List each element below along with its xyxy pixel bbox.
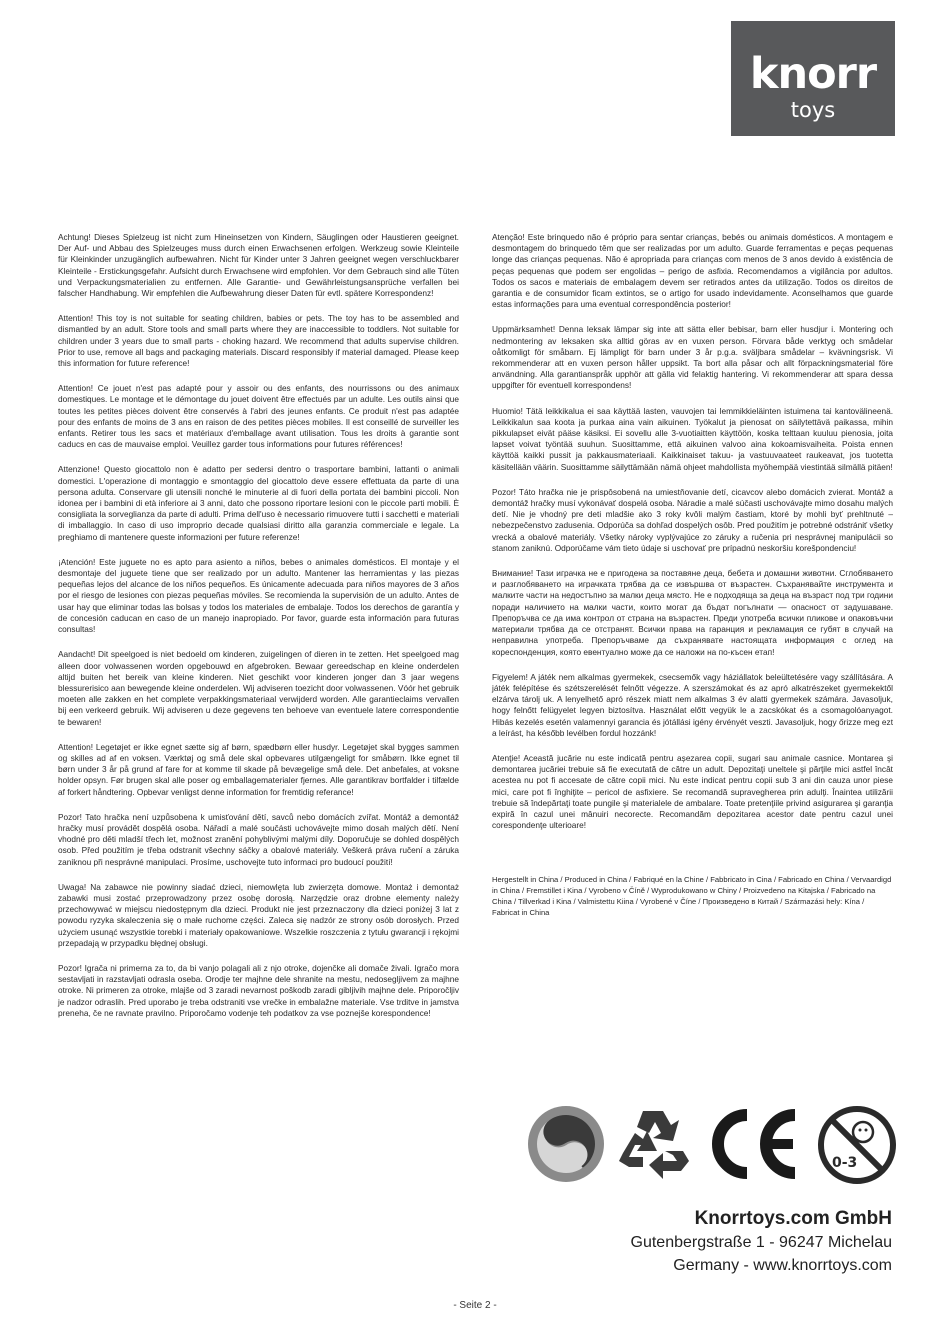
age-label: 0-3	[832, 1155, 858, 1171]
warning-en: Attention! This toy is not suitable for seating children, babies or pets. The toy has to be assembled and dismantled by an adult. Store tools and small parts where they are inaccessible to toddlers. Not suitable for children under 3 years due to small parts - choking hazard. We recommend that adults supervise children. Prior to use, remove all bags and packaging materials. Discard responsibly if material damaged. Please keep this information for future reference!	[58, 313, 459, 369]
warning-it: Attenzione! Questo giocattolo non è adatto per sedersi dentro o trasportare bambini, lattanti o animali domestici. L'operazione di montaggio e smontaggio del giocattolo deve essere effettuata da parte di una persona adulta. Conservare gli utensili nonché le minuterie al di fuori della portata dei bambini piccoli. Non idonea per i bambini di età inferiore ai 3 anni, dato che possono riportare lesioni con le piccole parti mobili. È consigliata la sorveglianza da parte di adulti. Prima dell'uso è necessario rimuovere tutti i sacchetti e materiali di imballaggio. In caso di uso improprio decade qualsiasi diritto alla garanzia commerciale e legale. La preghiamo di mantenere queste informazioni per future referenze!	[58, 464, 459, 542]
warning-sl: Pozor! Igrača ni primerna za to, da bi vanjo polagali ali z njo otroke, dojenčke ali domače živali. Igračo mora sestavljati in razstavljati odrasla oseba. Orodje ter majhne dele shranite na mestu, nedosegljivem za majhne otroke. Ni primeren za otroke, mlajše od 3 zaradi nevarnost poškodb zaradi gibljivih majhne dele. Priporočljiv je nadzor odraslih. Pred uporabo je treba odstraniti vse vrečke in embalažne materiale. Vse trditve in jamstva preneha, če ne ravnate pravilno. Priporočamo vodenje teh podatkov za vse poznejše korespondence!	[58, 962, 459, 1018]
warning-bg: Внимание! Тази играчка не е пригодена за поставяне деца, бебета и домашни животни. Сглобяването и разглобяването на играчката трябва да се извършва от възрастен. Съхранявайте инструмента и малките части на недостъпно за малки деца място. Не е подходяща за деца на възраст под три години поради наличието на малки части, които могат да бъдат погълнати — опасност от задушаване. Препоръчва се да има контрол от страна на възрастен. Преди употреба всички пликове и опаковъчни материали трябва да се отстранят. Всички права на гаранция и рекламация се губят в случай на неправилна употреба. Препоръчваме да съхранявате настоящата информация с оглед на кореспонденция, която евентуално може да се наложи на по-късен етап!	[492, 568, 893, 657]
recycle-icon	[613, 1105, 697, 1183]
warning-fi: Huomio! Tätä leikkikalua ei saa käyttää lasten, vauvojen tai lemmikkieläinten istuimena tai kantovälineenä. Leikkikalun saa koota ja purkaa aina vain aikuinen. Työkalut ja pienosat on säilytettävä paikassa, mihin pikkulapset eivät pääse käsiksi. Ei sovellu alle 3-vuotiaitten käyttöön, koska telttaan kuuluu pienosia, joita lapset voivat työntää suuhun. Suosittamme, että aikuinen valvoo aina kokoamisvaiheita. Poista ennen käyttöä kaikki pussit ja pakkausmateriaali. Kaikkinaiset takuu- ja vastuuvaateet raukeavat, jos tuotetta käsitellään väärin. Suosittamme säilyttämään nämä ohjeet mahdollista myöhempää viestintää silmällä pitäen!	[492, 405, 893, 472]
warning-pt: Atenção! Este brinquedo não é próprio para sentar crianças, bebés ou animais domésticos. A montagem e desmontagem do brinquedo têm que ser realizadas por um adulto. Guarde ferramentas e peças pequenas longe das crianças pequenas. Não é apropriada para crianças com menos de 3 anos devido à existência de peças pequenas que podem ser engolidas – perigo de asfixia. Recomendamos a vigilância por adultos. Todos os sacos e materiais de embalagem devem ser retirados antes da utilização. Todos os direitos de garantia e de consumidor ficam extintos, se o artigo for usado indevidamente. Aconselhamos que guarde estas informações para uma eventual correspondência posterior!	[492, 232, 893, 310]
page-number: - Seite 2 -	[453, 1300, 497, 1311]
ce-mark-icon	[705, 1105, 805, 1183]
warning-nl: Aandacht! Dit speelgoed is niet bedoeld om kinderen, zuigelingen of dieren in te zetten. Het speelgoed mag alleen door volwassenen worden opgebouwd en afgebroken. Bewaar gereedschap en kleine onderdelen altijd buiten het bereik van kleine kinderen. Niet geschikt voor kinderen jonger dan 3 jaar wegens blessurerisico aan bewegende kleine onderdelen. Wij adviseren toezicht door volwassenen. Vóór het gebruik moeten alle zakken en het complete verpakkingsmateriaal verwijderd worden. Alle garantieclaims vervallen bij een verkeerd gebruik. Wij adviseren u deze gegevens ten behoeve van eventuele latere correspondentie te bewaren!	[58, 649, 459, 727]
warning-sv: Uppmärksamhet! Denna leksak lämpar sig inte att sätta eller bebisar, barn eller husdjur i. Montering och nedmontering av leksaken ska alltid göras av en vuxen person. Förvara både verktyg och smådelar oåtkomligt för småbarn. Ej lämpligt för barn under 3 år p.g.a. sväljbara smådelar – kvävningsrisk. Vi rekommenderar att en vuxen person håller uppsikt. Ta bort alla påsar och allt förpackningsmaterial före användning. Alla garantianspråk upphör att gälla vid felaktig hantering. Vi rekommenderar att spara dessa uppgifter för eventuell korrespondens!	[492, 324, 893, 391]
company-address-block	[631, 1207, 892, 1277]
company-name: Knorrtoys.com GmbH	[694, 1208, 892, 1229]
logo-sub: toys	[790, 98, 836, 122]
warning-cs: Pozor! Tato hračka není uzpůsobena k umisťování dětí, savců nebo domácích zvířat. Montáž a demontáž hračky musí provádět dospělá osoba. Nářadí a malé součásti uchovávejte mimo dosah malých dětí. Není vhodné pro děti mladší třech let, možnost zranění pohyblivými malými díly. Doporučuje se dohled dospělých osob. Před použitím je třeba odstranit všechny sáčky a obalové materiály. Veškerá práva ručení a záruka zaniknou při nesprávné manipulaci. Prosíme, uschovejte tuto informaci pro budoucí použití!	[58, 811, 459, 867]
company-street: Gutenbergstraße 1 - 96247 Michelau	[630, 1234, 892, 1251]
logo-brand: knorr	[749, 49, 877, 99]
warnings-left-column	[58, 232, 459, 1033]
warnings-right-column	[492, 232, 893, 919]
certification-symbols	[527, 1105, 897, 1185]
warning-sk: Pozor! Táto hračka nie je prispôsobená na umiestňovanie detí, cicavcov alebo domácich zvierat. Montáž a demontáž hračky musí vykonávať dospelá osoba. Náradie a malé súčasti uschovávajte mimo dosahu malých detí. Nie je vhodný pre deti mladšie ako 3 roky kvôli malým častiam, ktoré by mohli byť prehltnuté – nebezpečenstvo zadusenia. Odporúča sa dohľad dospelých osôb. Pred použitím je potrebné odstrániť všetky vrecká a obalové materiály. Všetky nároky vyplývajúce zo záruky a ručenia pri nesprávnej manipulácii so stanom zaniknú. Odporúčame vám tieto údaje si uschovať pre prípadnú neskoršiu korešpondenciu!	[492, 486, 893, 553]
warning-fr: Attention! Ce jouet n'est pas adapté pour y assoir ou des enfants, des nourrissons ou des animaux domestiques. Le montage et le démontage du jouet doivent être effectués par un adulte. Les outils ainsi que toutes les petites pièces doivent être conservés à l'abri des jeunes enfants. Ce produit n'est pas adaptée pour des enfants de moins de 3 ans en raison de des petites pièces mobiles. Il est conseillé de surveiller les enfants. Retirer tous les sacs et matériaux d'emballage avant utilisation. Tous les droits à garantie sont caducs en cas de mauvaise emploi. Veuillez garder tous informations pour futures références!	[58, 383, 459, 450]
warning-ro: Atenţie! Această jucărie nu este indicată pentru așezarea copii, sugari sau animale casnice. Montarea şi demontarea jucăriei trebuie să fie executată de către un adult. Depozitaţi uneltele şi părţile mici astfel încât acestea nu pot fi accesate de către copii mici. Nu este indicat pentru copii sub 3 ani din cauza unor piese mici, care pot fi înghiţite – pericol de asfixiere. Se recomandă supravegherea prin adulţi. Înaintea utilizării trebuie să îndepărtaţi toate pungile şi materialele de ambalare. Toate pretenţiile privind asigurarea şi garanţia expiră în cazul unei mânuiri necorecte. Recomandăm depozitarea acestor date pentru cazul unei corespondenţe ulterioare!	[492, 752, 893, 831]
warning-es: ¡Atención! Este juguete no es apto para asiento a niños, bebes o animales domésticos. El montaje y el desmontaje del juguete tiene que ser realizado por un adulto. Mantener las herramientas y las piezas pequeñas lejos del alcance de los niños pequeños. Es únicamente adecuada para niños mayores de 3 años por el riesgo de lesiones con piezas pequeñas móviles. Se recomienda la supervisión de un adulto. Antes de usar hay que eliminar todas las bolsas y todos los materiales de embalaje. Todos los derechos de garantía y de concesión caducan en caso de un manejo inapropiado. Por favor, guarde esta información para futuras consultas!	[58, 556, 459, 635]
warning-hu: Figyelem! A játék nem alkalmas gyermekek, csecsemők vagy háziállatok beleültetésére vagy szállítására. A játék felépítése és szétszerelését felnőtt végezze. A szerszámokat és az apró alkatrészeket gyermekektől elzárva tárolj uk. A lenyelhető apró részek miatt nem alkalmas 3 év alatti gyermekek számára. Javasoljuk, hogy felnőtt felügyelet legyen biztosítva. Használat előtt vegyük le a zacskókat és a csomagolóanyagot. Hibás kezelés esetén valamennyi garancia és jótállási igény érvényét veszti. Javasoljuk, hogy őrizze meg ezt a leírást, ha később levélben fordul hozzánk!	[492, 671, 893, 738]
warning-da: Attention! Legetøjet er ikke egnet sætte sig af børn, spædbørn eller husdyr. Legetøjet skal bygges sammen og skilles ad af en voksen. Værktøj og små dele skal opbevares utilgængeligt for småbørn. Ikke egnet til børn under 3 år på grund af fare for at komme til skade på bevægelige små dele. Det anbefales, at voksne holder opsyn. Før brugen skal alle poser og emballagematerialer fjernes. Alle garantikrav bortfalder i tilfælde af forkert håndtering. Opbevar venligst denne information for fremtidig referance!	[58, 741, 459, 797]
warning-de: Achtung! Dieses Spielzeug ist nicht zum Hineinsetzen von Kindern, Säuglingen oder Haustieren geeignet. Der Auf- und Abbau des Spielzeuges muss durch einen Erwachsenen erfolgen. Werkzeug sowie Kleinteile für Kleinkinder unzugänglich aufbewahren. Nicht für Kinder unter 3 Jahren geeignet wegen verschluckbarer Kleinteile - Erstickungsgefahr. Aufsicht durch Erwachsene wird empfohlen. Vor dem Gebrauch sind alle Tüten und Verpackungsmaterialien zu entfernen. Alle Garantie- und Gewährleistungsansprüche verfallen bei falscher Handhabung. Wir empfehlen die Aufbewahrung dieser Daten für evtl. spätere Korrespondenz!	[58, 232, 459, 299]
knorr-toys-logo	[731, 21, 895, 136]
company-country: Germany - www.knorrtoys.com	[673, 1257, 892, 1274]
made-in-china-text: Hergestellt in China / Produced in China / Fabriqué en la Chine / Fabbricato in Cina / Fabricado en China / Vervaardigd in China / Fremstillet i Kina / Vyrobeno v Číně / Wyprodukowano w Chiny / Proizvedeno na Kitajska / Fabricado na China / Tillverkad i Kina / Valmistettu Kiina / Vyrobené v Číne / Произведено в Китай / Származási hely: Kína / Fabricat in China	[492, 875, 892, 917]
green-dot-icon	[527, 1105, 605, 1183]
warning-pl: Uwaga! Na zabawce nie powinny siadać dzieci, niemowlęta lub zwierzęta domowe. Montaż i demontaż zabawki musi zostać przeprowadzony przez osobę dorosłą. Narzędzie oraz drobne elementy należy przechowywać w miejscu niedostępnym dla dzieci. Produkt nie jest przeznaczony dla dzieci poniżej 3 lat z powodu ryzyka skaleczenia się o małe ruchome części. Zaleca się nadzór ze strony osób dorosłych. Przed użyciem usunąć wszystkie torebki i materiały opakowaniowe. Wszelkie roszczenia z tytułu gwarancji i rękojmi przepadają w przypadku błędnej obsługi.	[58, 881, 459, 948]
not-for-children-under-3-icon	[817, 1105, 897, 1185]
